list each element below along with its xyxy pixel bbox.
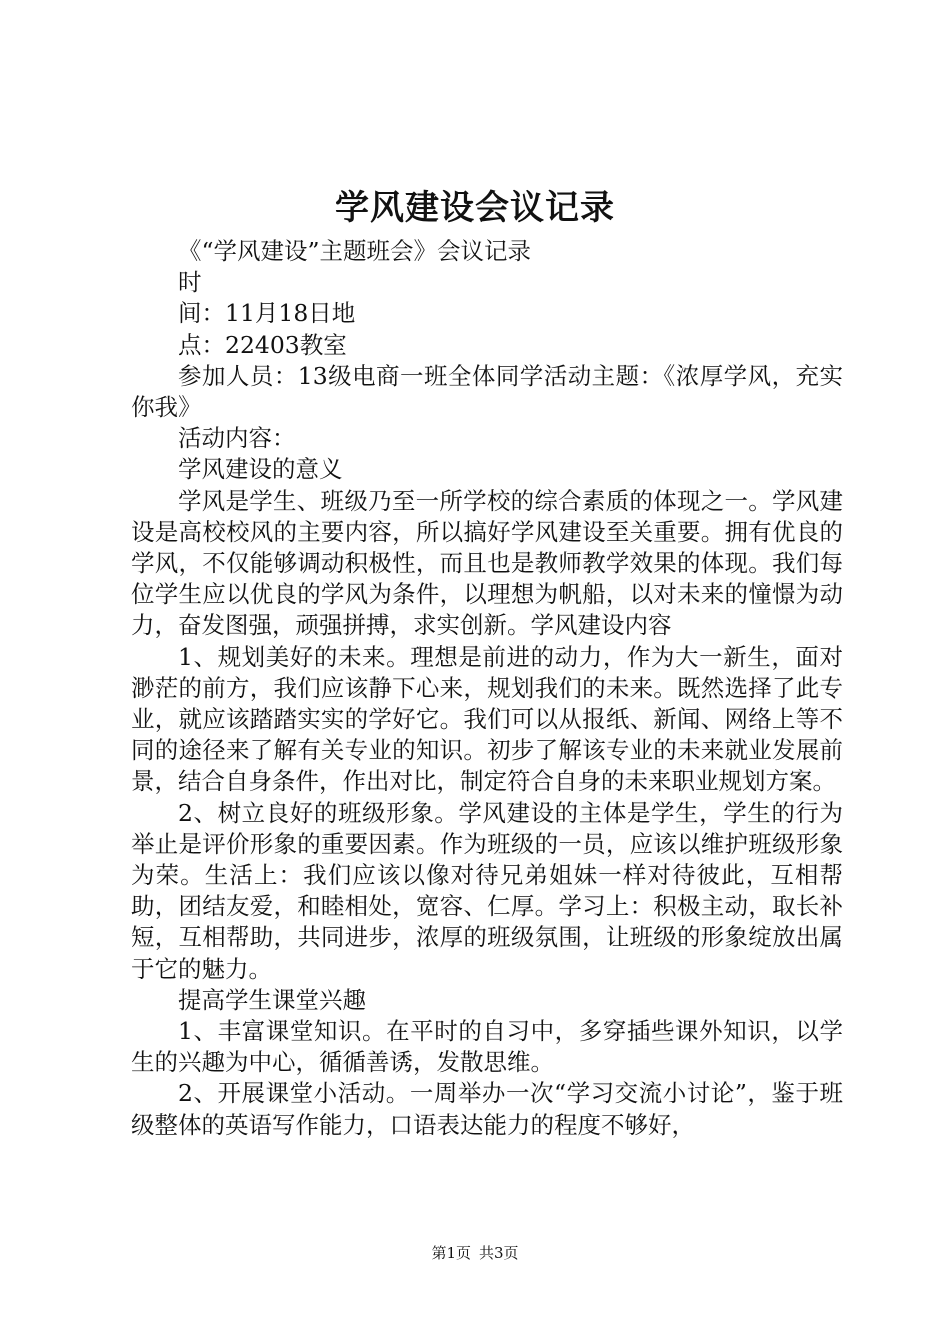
paragraph-participants: 参加人员：13级电商一班全体同学活动主题：《浓厚学风，充实你我》: [131, 361, 843, 422]
paragraph-section-meaning: 学风建设的意义: [178, 455, 343, 484]
paragraph-place: 点：22403教室: [178, 330, 347, 359]
paragraph-activity-heading: 活动内容：: [178, 424, 296, 453]
paragraph-meaning-body: 学风是学生、班级乃至一所学校的综合素质的体现之一。学风建设是高校校风的主要内容，所以搞好学风建设至关重要。拥有优良的学风，不仅能够调动积极性，而且也是教师教学效果的体现。我们每位学生应以优良的学风为条件，以理想为帆船，以对未来的憧憬为动力，奋发图强，顽强拼搏，求实创新。学风建设内容: [131, 486, 843, 640]
paragraph-time: 间：11月18日地: [178, 299, 356, 328]
document-body: [131, 236, 843, 1141]
paragraph-item-image: 2、树立良好的班级形象。学风建设的主体是学生，学生的行为举止是评价形象的重要因素。作为班级的一员，应该以维护班级形象为荣。生活上：我们应该以像对待兄弟姐妹一样对待彼此，互相帮助，团结友爱，和睦相处，宽容、仁厚。学习上：积极主动，取长补短，互相帮助，共同进步，浓厚的班级氛围，让班级的形象绽放出属于它的魅力。: [131, 798, 843, 983]
page-number: 第1页: [431, 1244, 471, 1262]
page-footer: [0, 1242, 950, 1264]
document-title: 学风建设会议记录: [335, 188, 615, 228]
paragraph-item-activity: 2、开展课堂小活动。一周举办一次“学习交流小讨论”，鉴于班级整体的英语写作能力，口语表达能力的程度不够好，: [131, 1079, 843, 1139]
page-total: 共3页: [479, 1244, 519, 1262]
paragraph-item-plan: 1、规划美好的未来。理想是前进的动力，作为大一新生，面对渺茫的前方，我们应该静下心来，规划我们的未来。既然选择了此专业，就应该踏踏实实的学好它。我们可以从报纸、新闻、网络上等不同的途径来了解有关专业的知识。初步了解该专业的未来就业发展前景，结合自身条件，作出对比，制定符合自身的未来职业规划方案。: [131, 642, 843, 796]
paragraph-subtitle: 《“学风建设”主题班会》会议记录: [178, 237, 532, 265]
paragraph-item-knowledge: 1、丰富课堂知识。在平时的自习中，多穿插些课外知识，以学生的兴趣为中心，循循善诱，发散思维。: [131, 1017, 843, 1077]
paragraph-section-interest: 提高学生课堂兴趣: [178, 985, 366, 1014]
paragraph-time-label: 时: [178, 268, 202, 297]
